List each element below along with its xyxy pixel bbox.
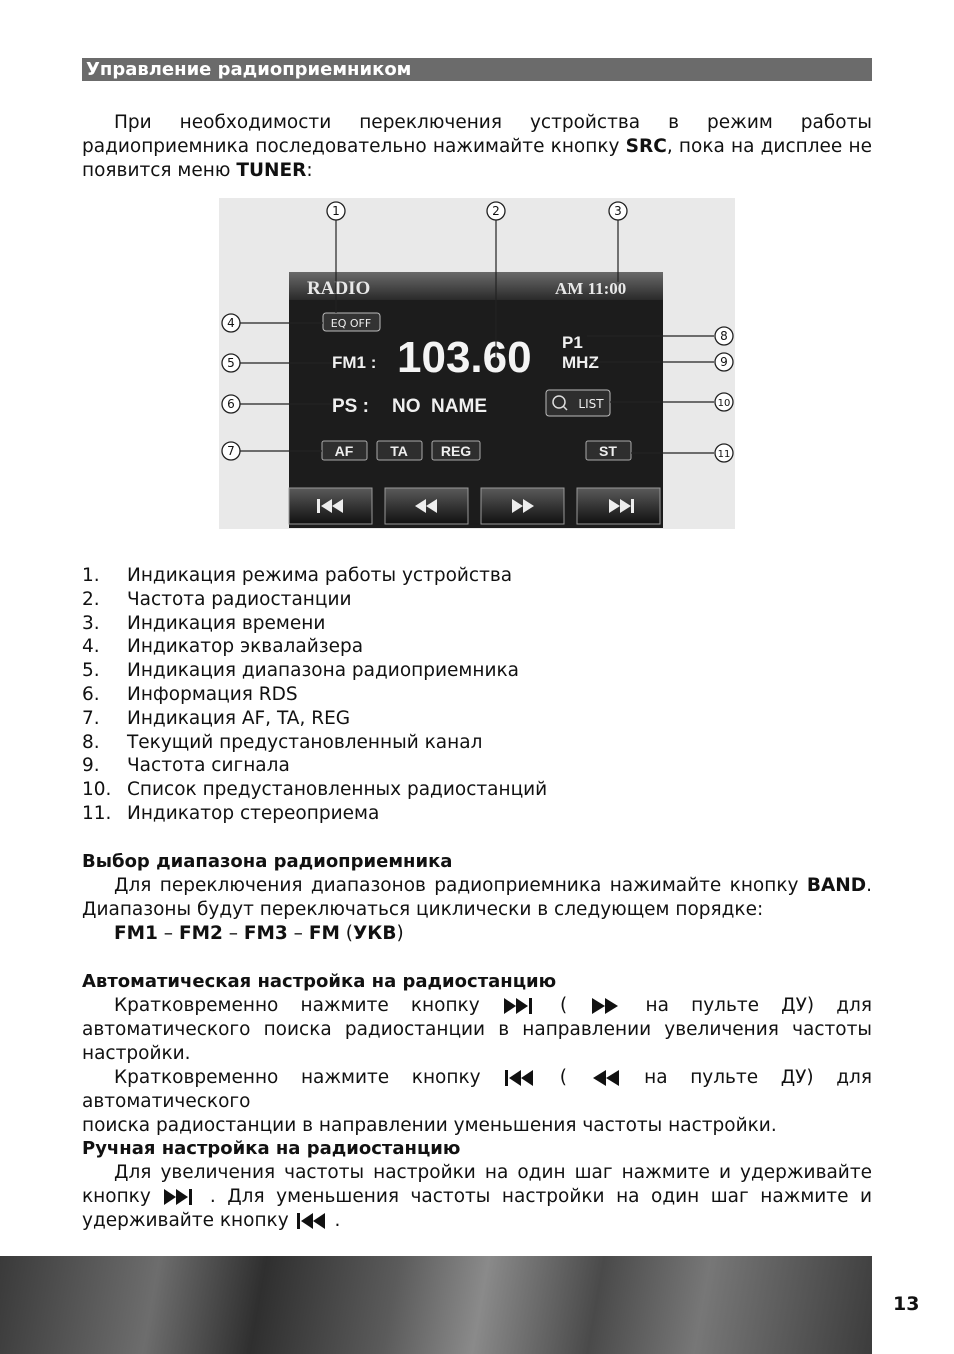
legend-number: 5.	[82, 660, 100, 682]
intro-paragraph	[82, 111, 872, 183]
footer-decoration	[0, 1256, 872, 1354]
seq-fm1: FM1	[114, 923, 158, 944]
legend-text: Индикатор эквалайзера	[127, 636, 364, 658]
auto-text-3: автоматического поиска радиостанции в направлении увеличения частоты	[82, 1019, 872, 1040]
next-track-icon-2	[162, 1188, 198, 1206]
callout-number: 1	[332, 204, 340, 218]
seq-dash-3: –	[287, 923, 309, 944]
ta-label: TA	[390, 443, 408, 459]
seq-close: )	[396, 923, 404, 944]
clock-display: AM 11:00	[555, 279, 627, 298]
seq-dash-2: –	[222, 923, 244, 944]
legend-item	[82, 707, 547, 731]
auto-text-5: Кратковременно нажмите кнопку	[114, 1067, 481, 1088]
seq-fm2: FM2	[178, 923, 223, 944]
rewind-icon	[590, 1069, 622, 1087]
fast-forward-icon	[589, 997, 623, 1015]
callout-number: 9	[720, 355, 728, 369]
legend-list	[82, 564, 547, 826]
seq-fm: FM	[308, 923, 340, 944]
ps-label: PS :	[332, 396, 369, 417]
callout-number: 6	[227, 397, 235, 411]
intro-line-1: При необходимости переключения устройства в режим работы	[114, 112, 872, 133]
legend-item	[82, 683, 547, 707]
rewind-button[interactable]	[385, 488, 468, 524]
callout-number: 7	[227, 444, 235, 458]
legend-number: 2.	[82, 588, 100, 610]
intro-line-2: радиоприемника последовательно нажимайте кнопку	[82, 136, 626, 157]
intro-colon: :	[306, 160, 313, 181]
radio-display-figure	[219, 198, 735, 529]
seq-fm3: FM3	[243, 923, 288, 944]
callout-number: 3	[614, 204, 622, 218]
auto-paragraph	[82, 994, 872, 1138]
callout-number: 8	[720, 329, 728, 343]
eq-label: EQ OFF	[330, 317, 372, 330]
legend-text: Список предустановленных радиостанций	[127, 779, 548, 801]
callout-number: 5	[227, 356, 235, 370]
legend-number: 8.	[82, 731, 100, 753]
intro-line-2-end: , пока на дисплее не	[666, 136, 872, 157]
list-label: LIST	[578, 397, 604, 411]
legend-number: 6.	[82, 683, 100, 705]
legend-number: 9.	[82, 755, 100, 777]
manual-paragraph	[82, 1161, 872, 1233]
legend-item	[82, 612, 547, 636]
legend-item	[82, 588, 547, 612]
ps-value: NO NAME	[392, 396, 487, 417]
legend-text: Текущий предустановленный канал	[127, 731, 483, 753]
seq-dash-1: –	[157, 923, 179, 944]
legend-number: 7.	[82, 707, 100, 729]
section-header: Управление радиоприемником	[82, 58, 872, 81]
af-label: AF	[334, 443, 354, 459]
forward-button[interactable]	[481, 488, 564, 524]
band-period: .	[866, 875, 872, 896]
legend-text: Индикатор стереоприема	[127, 802, 380, 824]
band-text-2: Диапазоны будут переключаться циклически в следующем порядке:	[82, 899, 764, 920]
radio-title: RADIO	[307, 278, 371, 299]
preset-indicator: P1	[562, 333, 583, 352]
band-text-1: Для переключения диапазонов радиоприемника нажимайте кнопку	[114, 875, 807, 896]
manual-text-1: Для увеличения частоты настройки на один шаг нажмите и удерживайте	[114, 1162, 872, 1183]
tuner-key: TUNER	[236, 160, 307, 181]
legend-item	[82, 802, 547, 826]
legend-item	[82, 635, 547, 659]
manual-text-3: . Для уменьшения частоты настройки на один шаг нажмите и	[209, 1186, 872, 1207]
manual-text-2: кнопку	[82, 1186, 151, 1207]
callout-number: 2	[492, 204, 500, 218]
legend-number: 3.	[82, 612, 100, 634]
auto-text-1: Кратковременно нажмите кнопку	[114, 995, 480, 1016]
manual-text-4: удерживайте кнопку	[82, 1210, 289, 1231]
reg-label: REG	[440, 443, 472, 459]
prev-track-icon-2	[295, 1212, 329, 1230]
legend-item	[82, 731, 547, 755]
legend-number: 11.	[82, 802, 112, 824]
legend-text: Частота радиостанции	[127, 588, 352, 610]
band-section-title: Выбор диапазона радиоприемника	[82, 851, 453, 872]
auto-section-title: Автоматическая настройка на радиостанцию	[82, 971, 557, 992]
callout-number: 4	[227, 316, 235, 330]
legend-text: Информация RDS	[127, 683, 298, 705]
unit-indicator: MHZ	[562, 353, 599, 372]
legend-text: Индикация режима работы устройства	[127, 565, 513, 586]
prev-track-icon	[503, 1069, 537, 1087]
st-label: ST	[599, 443, 617, 459]
intro-line-3: появится меню	[82, 160, 237, 181]
seq-open: (	[339, 923, 353, 944]
auto-paren-2: (	[559, 1067, 567, 1088]
legend-number: 10.	[82, 779, 112, 801]
next-track-button[interactable]	[577, 488, 660, 524]
legend-text: Индикация диапазона радиоприемника	[127, 660, 519, 682]
legend-text: Частота сигнала	[127, 755, 290, 777]
legend-item	[82, 659, 547, 683]
legend-text: Индикация AF, TA, REG	[127, 707, 351, 729]
band-key: BAND	[806, 875, 867, 896]
frequency-display: 103.60	[397, 333, 532, 382]
prev-track-button[interactable]	[289, 488, 372, 524]
auto-paren-1: (	[560, 995, 568, 1016]
legend-number: 1.	[82, 565, 100, 586]
legend-item	[82, 778, 547, 802]
band-paragraph	[82, 874, 872, 946]
auto-text-7: поиска радиостанции в направлении уменьшения частоты настройки.	[82, 1115, 777, 1136]
manual-period: .	[334, 1210, 341, 1231]
callout-number: 10	[717, 398, 731, 409]
manual-section-title: Ручная настройка на радиостанцию	[82, 1138, 461, 1159]
legend-item	[82, 754, 547, 778]
auto-text-6: на пульте ДУ) для автоматического	[82, 1067, 872, 1112]
legend-number: 4.	[82, 636, 100, 658]
callout-number: 11	[717, 449, 731, 460]
band-indicator: FM1 :	[332, 353, 377, 372]
auto-text-4: настройки.	[82, 1043, 191, 1064]
page-number: 13	[893, 1293, 920, 1315]
legend-item	[82, 564, 547, 588]
seq-ukv: УКВ	[352, 923, 397, 944]
src-key: SRC	[625, 136, 667, 157]
legend-text: Индикация времени	[127, 612, 326, 634]
auto-text-2: на пульте ДУ) для	[645, 995, 873, 1016]
next-track-icon	[502, 997, 538, 1015]
